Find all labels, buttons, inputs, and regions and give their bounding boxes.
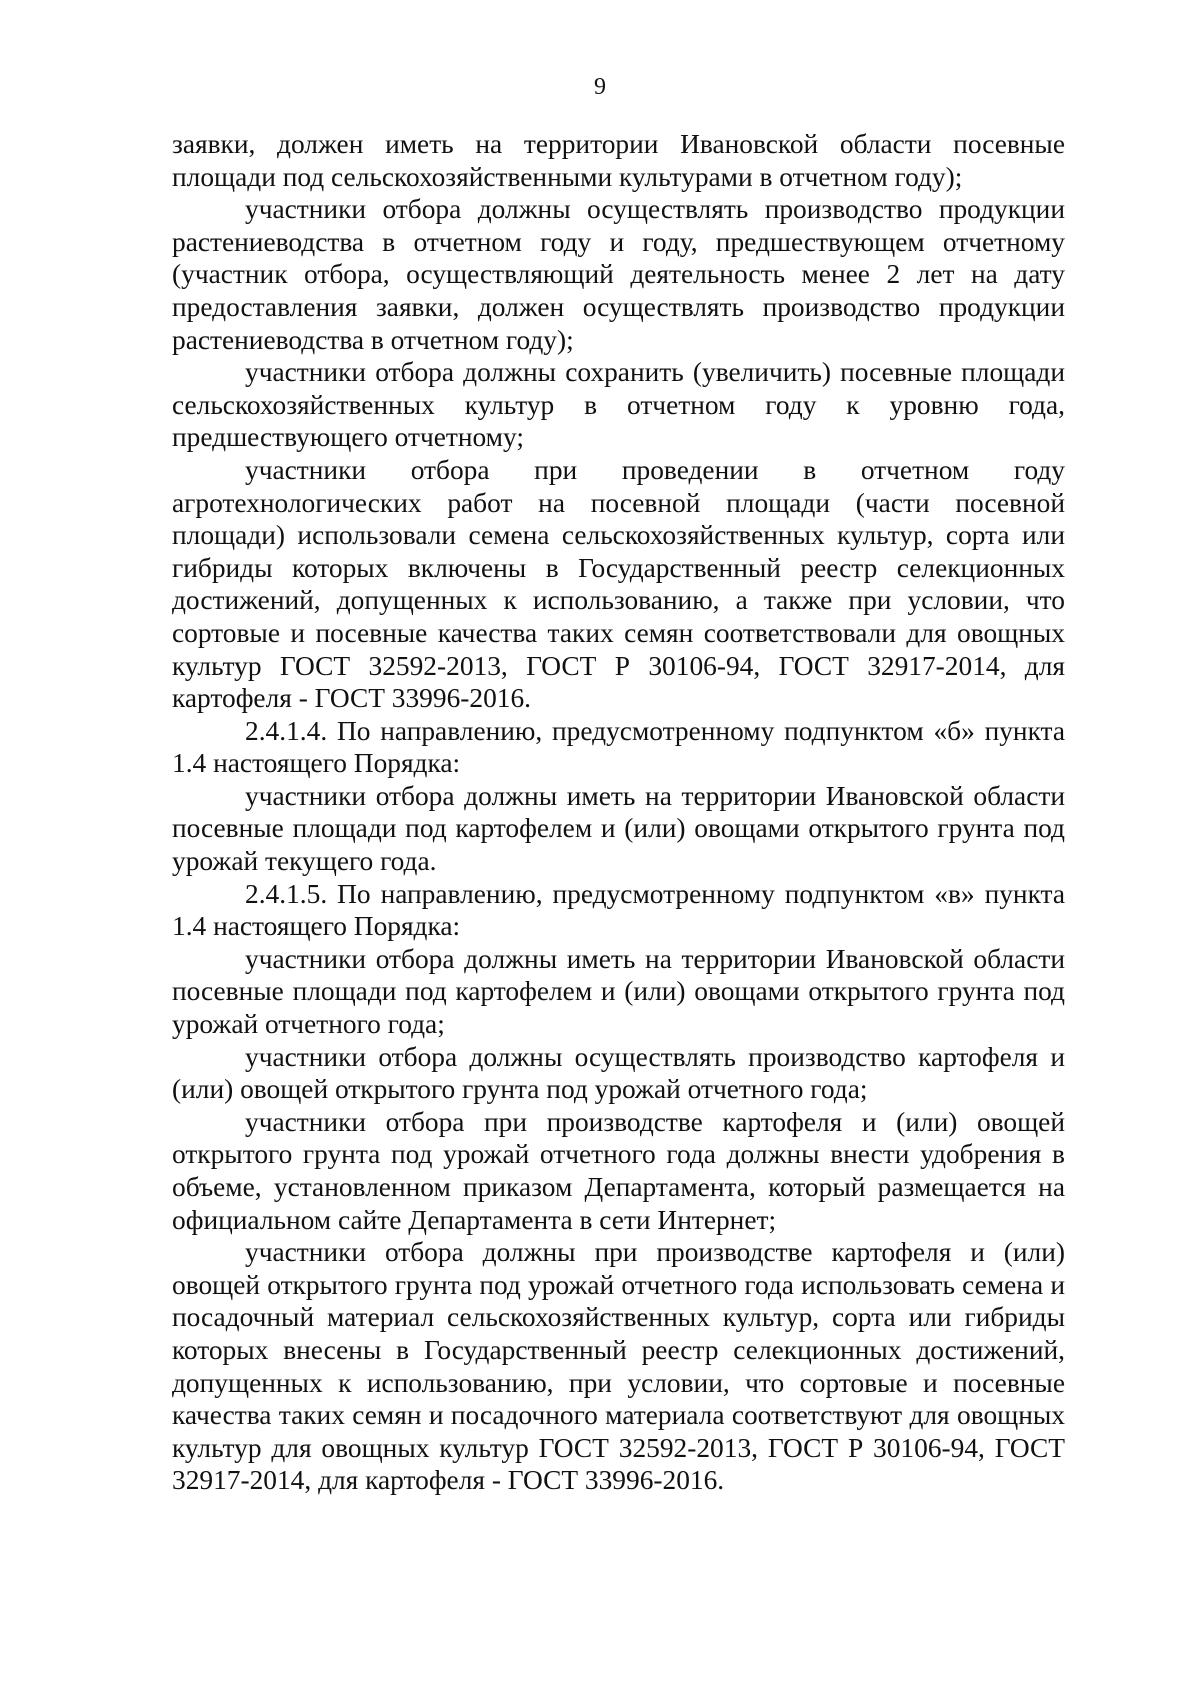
paragraph: заявки, должен иметь на территории Ивановской области посевные площади под сельскохозяйственными культурами в отчетном году); [172, 129, 1065, 192]
paragraph: участники отбора должны сохранить (увеличить) посевные площади сельскохозяйственных культур в отчетном году к уровню года, предшествующего отчетному; [172, 357, 1065, 453]
page-number: 9 [594, 74, 606, 100]
document-body [172, 128, 1065, 1497]
paragraph: участники отбора должны иметь на территории Ивановской области посевные площади под картофелем и (или) овощами открытого грунта под урожай отчетного года; [172, 943, 1065, 1040]
paragraph: 2.4.1.5. По направлению, предусмотренному подпунктом «в» пункта 1.4 настоящего Порядка: [172, 878, 1065, 942]
paragraph: участники отбора должны осуществлять производство картофеля и (или) овощей открытого грунта под урожай отчетного года; [172, 1041, 1065, 1105]
paragraph: участники отбора должны при производстве картофеля и (или) овощей открытого грунта под урожай отчетного года использовать семена и посадочный материал сельскохозяйственных культур, сорта или гибриды которых внесены в Государственный реестр селекционных достижений, допущенных к использованию, при условии, что сортовые и посевные качества таких семян и посадочного материала соответствуют для овощных культур для овощных культур ГОСТ 32592-2013, ГОСТ Р 30106-94, ГОСТ 32917-2014, для картофеля - ГОСТ 33996-2016. [172, 1237, 1065, 1496]
paragraph: участники отбора должны осуществлять производство продукции растениеводства в отчетном году и году, предшествующем отчетному (участник отбора, осуществляющий деятельность менее 2 лет на дату предоставления заявки, должен осуществлять производство продукции растениеводства в отчетном году); [172, 194, 1065, 355]
paragraph: участники отбора должны иметь на территории Ивановской области посевные площади под картофелем и (или) овощами открытого грунта под урожай текущего года. [172, 780, 1065, 877]
paragraph: 2.4.1.4. По направлению, предусмотренному подпунктом «б» пункта 1.4 настоящего Порядка: [172, 715, 1065, 779]
paragraph: участники отбора при производстве картофеля и (или) овощей открытого грунта под урожай отчетного года должны внести удобрения в объеме, установленном приказом Департамента, который размещается на официальном сайте Департамента в сети Интернет; [172, 1106, 1065, 1235]
paragraph: участники отбора при проведении в отчетном году агротехнологических работ на посевной площади (части посевной площади) использовали семена сельскохозяйственных культур, сорта или гибриды которых включены в Государственный реестр селекционных достижений, допущенных к использованию, а также при условии, что сортовые и посевные качества таких семян соответствовали для овощных культур ГОСТ 32592-2013, ГОСТ Р 30106-94, ГОСТ 32917-2014, для картофеля - ГОСТ 33996-2016. [172, 454, 1065, 714]
